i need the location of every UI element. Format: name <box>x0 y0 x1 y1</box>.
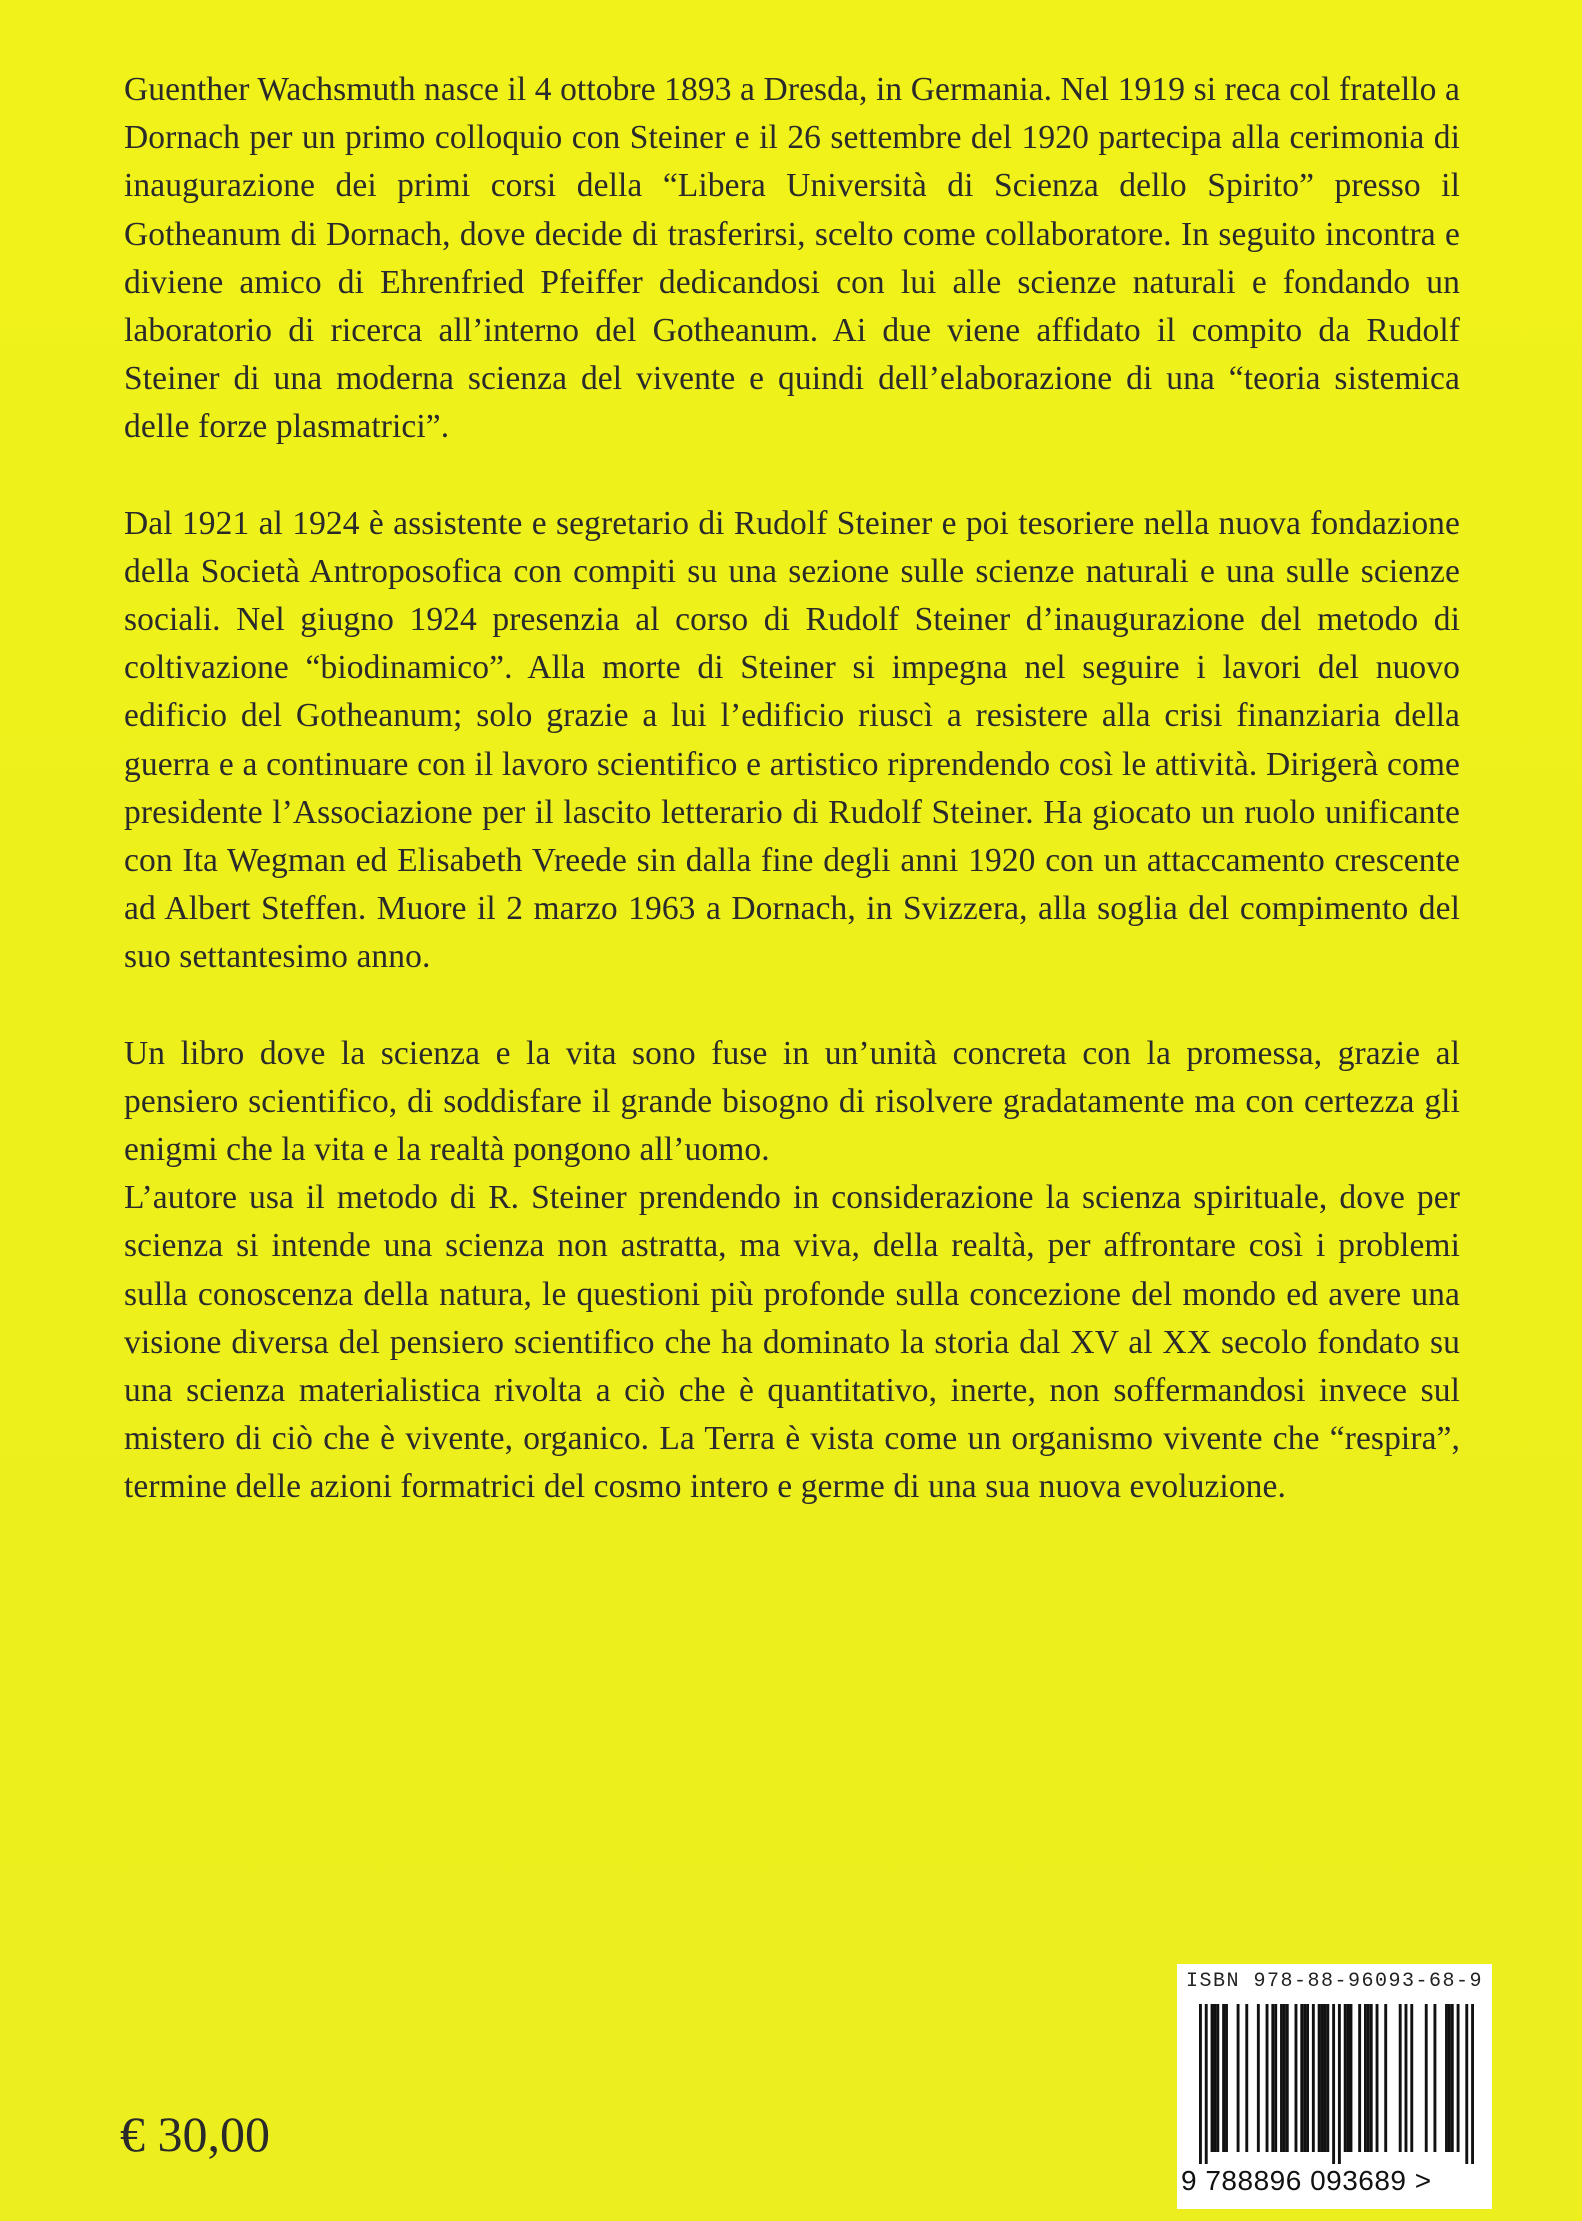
barcode-guard-bar <box>1199 2004 1202 2164</box>
barcode-bar <box>1425 2004 1428 2152</box>
barcode-guard-bar <box>1332 2004 1335 2164</box>
barcode-bar <box>1405 2004 1408 2152</box>
barcode-bar <box>1347 2004 1350 2152</box>
barcode-bar <box>1266 2004 1269 2152</box>
barcode-bar <box>1451 2004 1454 2152</box>
barcode-bar <box>1384 2004 1387 2152</box>
barcode-bar <box>1274 2004 1277 2152</box>
barcode-bar <box>1245 2004 1248 2152</box>
barcode-guard-bar <box>1205 2004 1208 2164</box>
barcode-bar <box>1257 2004 1260 2152</box>
barcode-bar <box>1280 2004 1283 2152</box>
barcode-bar <box>1312 2004 1315 2152</box>
barcode-bar <box>1364 2004 1367 2152</box>
barcode-bar <box>1448 2004 1451 2152</box>
barcode-bar <box>1295 2004 1298 2152</box>
barcode-bar <box>1350 2004 1353 2152</box>
barcode-bar <box>1433 2004 1436 2152</box>
barcode-bar <box>1318 2004 1321 2152</box>
barcode-bar <box>1358 2004 1361 2152</box>
barcode-bar <box>1306 2004 1309 2152</box>
barcode-bar <box>1399 2004 1402 2152</box>
isbn-label: ISBN 978-88-96093-68-9 <box>1185 1970 1484 1993</box>
barcode-bar <box>1271 2004 1274 2152</box>
barcode-bar <box>1225 2004 1228 2152</box>
barcode-bar <box>1321 2004 1324 2152</box>
barcode-guard-bar <box>1465 2004 1468 2164</box>
blurb-text <box>124 66 1460 1512</box>
isbn-barcode <box>1177 1964 1492 2209</box>
barcode-guard-bar <box>1471 2004 1474 2164</box>
barcode-digits: 9 788896 093689 > <box>1181 2165 1432 2196</box>
barcode-bar <box>1344 2004 1347 2152</box>
barcode-bar <box>1237 2004 1240 2152</box>
barcode-bar <box>1283 2004 1286 2152</box>
barcode-bar <box>1300 2004 1303 2152</box>
barcode-bar <box>1326 2004 1329 2152</box>
barcode-bar <box>1323 2004 1326 2152</box>
barcode-bar <box>1216 2004 1219 2152</box>
barcode-bar <box>1376 2004 1379 2152</box>
barcode-bar <box>1303 2004 1306 2152</box>
barcode-bar <box>1213 2004 1216 2152</box>
price-label: € 30,00 <box>120 2106 270 2162</box>
barcode-bar <box>1222 2004 1225 2152</box>
barcode-bar <box>1445 2004 1448 2152</box>
barcode-bar <box>1286 2004 1289 2152</box>
barcode-bar <box>1457 2004 1460 2152</box>
author-biography-paragraph-2: Dal 1921 al 1924 è assistente e segretario di Rudolf Steiner e poi tesoriere nella nuova fondazione della Società Antroposofica con compiti su una sezione sulle scienze naturali e una sulle scienze sociali. Nel giugno 1924 presenzia al corso di Rudolf Steiner d’inaugurazione del metodo di coltivazione “biodinamico”. Alla morte di Steiner si impegna nel seguire i lavori del nuovo edificio del Gotheanum; solo grazie a lui l’edificio riuscì a resistere alla crisi finanziaria della guerra e a continuare con il lavoro scientifico e artistico riprendendo così le attività. Dirigerà come presidente l’Associazione per il lascito letterario di Rudolf Steiner. Ha giocato un ruolo unificante con Ita Wegman ed Elisabeth Vreede sin dalla fine degli anni 1920 con un attaccamento crescente ad Albert Steffen. Muore il 2 marzo 1963 a Dornach, in Svizzera, alla soglia del compimento del suo settantesimo anno. <box>124 504 1460 976</box>
barcode-bar <box>1410 2004 1413 2152</box>
barcode-guard-bar <box>1338 2004 1341 2164</box>
barcode-bar <box>1367 2004 1370 2152</box>
barcode-bars <box>1199 2004 1474 2164</box>
barcode-bar <box>1211 2004 1214 2152</box>
barcode-bar <box>1370 2004 1373 2152</box>
book-description-paragraph-2: L’autore usa il metodo di R. Steiner prendendo in considerazione la scienza spirituale, dove per scienza si intende una scienza non astratta, ma viva, della realtà, per affrontare così i problemi sulla conoscenza della natura, le questioni più profonde sulla concezione del mondo ed avere una visione diversa del pensiero scientifico che ha dominato la storia dal XV al XX secolo fondato su una scienza materialistica rivolta a ciò che è quantitativo, inerte, non soffermandosi invece sul mistero di ciò che è vivente, organico. La Terra è vista come un organismo vivente che “respira”, termine delle azioni formatrici del cosmo intero e germe di una sua nuova evoluzione. <box>124 1179 1460 1506</box>
author-biography-paragraph-1: Guenther Wachsmuth nasce il 4 ottobre 1893 a Dresda, in Germania. Nel 1919 si reca col fratello a Dornach per un primo colloquio con Steiner e il 26 settembre del 1920 partecipa alla cerimonia di inaugurazione dei primi corsi della “Libera Università di Scienza dello Spirito” presso il Gotheanum di Dornach, dove decide di trasferirsi, scelto come collaboratore. In seguito incontra e diviene amico di Ehrenfried Pfeiffer dedicandosi con lui alle scienze naturali e fondando un laboratorio di ricerca all’interno del Gotheanum. Ai due viene affidato il compito da Rudolf Steiner di una moderna scienza del vivente e quindi dell’elaborazione di una “teoria sistemica delle forze plasmatrici”. <box>124 71 1460 446</box>
book-description-paragraph-1: Un libro dove la scienza e la vita sono fuse in un’unità concreta con la promessa, grazie al pensiero scientifico, di soddisfare il grande bisogno di risolvere gradatamente ma con certezza gli enigmi che la vita e la realtà pongono all’uomo. <box>124 1034 1460 1169</box>
